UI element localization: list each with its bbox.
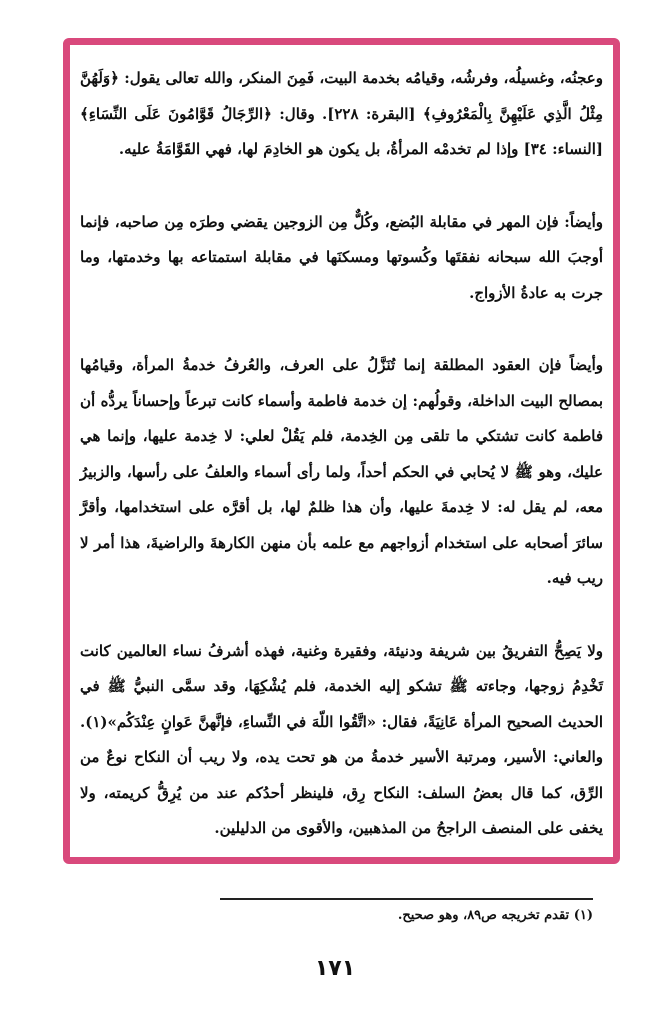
paragraph-3: وأيضاً فإن العقود المطلقة إنما تُنَزَّلُ على العرف، والعُرفُ خدمةُ المرأة، وقيامُها بمصالح البيت الداخلة، وقولُهم: إن خدمة فاطمة وأسماء كانت تبرعاً وإحساناً يردُّه أن فاطمة كانت تشتكي ما تلقى مِن الخِدمة، فلم يَقُلْ لعلي: لا خِدمة عليها، وإنما هي عليك، وهو ﷺ لا يُحابي في الحكم أحداً، ولما رأى أسماء والعلفُ على رأسها، والزبيرُ معه، لم يقل له: لا خِدمةَ عليها، وأن هذا ظلمٌ لها، بل أقرَّه على استخدامها، وأقرَّ سائرَ أصحابه على استخدام أزواجهم مع علمه بأن منهن الكارهةَ والراضيةَ، هذا أمر لا ريب فيه. [80,356,603,587]
paragraph-2: وأيضاً: فإن المهر في مقابلة البُضع، وكُلٌّ مِن الزوجين يقضي وطرَه مِن صاحبه، فإنما أوجبَ الله سبحانه نفقتَها وكُسوتها ومسكنَها في مقابلة استمتاعه بها وخدمتها، وما جرت به عادةُ الأزواج. [80,212,603,302]
highlight-frame [63,38,620,864]
footnote: (١) تقدم تخريجه ص٨٩، وهو صحيح. [397,908,593,923]
footnote-divider [220,898,593,900]
paragraph-4: ولا يَصِحُّ التفريقُ بين شريفة ودنيئة، وفقيرة وغنية، فهذه أشرفُ نساء العالمين كانت تَخْدِمُ زوجها، وجاءته ﷺ تشكو إليه الخدمة، فلم يُشْكِهَا، وقد سمَّى النبيُّ ﷺ في الحديث الصحيح المرأة عَانِيَةً، فقال: «اتَّقُوا اللّهَ في النِّساءِ، فإنَّهنَّ عَوانٍ عِنْدَكُم»(١). والعاني: الأسير، ومرتبة الأسير خدمةُ من هو تحت يده، ولا ريب أن النكاح نوعٌ من الرِّق، كما قال بعضُ السلف: النكاح رِق، فلينظر أحدُكم عند من يُرِقُّ كريمته، ولا يخفى على المنصف الراجحُ من المذهبين، والأقوى من الدليلين. [80,641,603,837]
main-text [80,61,603,845]
paragraph-1: وعجنُه، وغسيلُه، وفرشُه، وقيامُه بخدمة البيت، فَمِنَ المنكر، والله تعالى يقول: ﴿وَلَهُنَّ مِثْلُ الَّذِي عَلَيْهِنَّ بِالْمَعْرُوفِ﴾ [البقرة: ٢٢٨]. وقال: ﴿الرِّجَالُ قَوَّامُونَ عَلَى النِّسَاءِ﴾ [النساء: ٣٤] وإذا لم تخدمْه المرأةُ، بل يكون هو الخادِمَ لها، فهي القَوَّامَةُ عليه. [80,69,603,158]
page-number: ١٧١ [314,956,356,981]
